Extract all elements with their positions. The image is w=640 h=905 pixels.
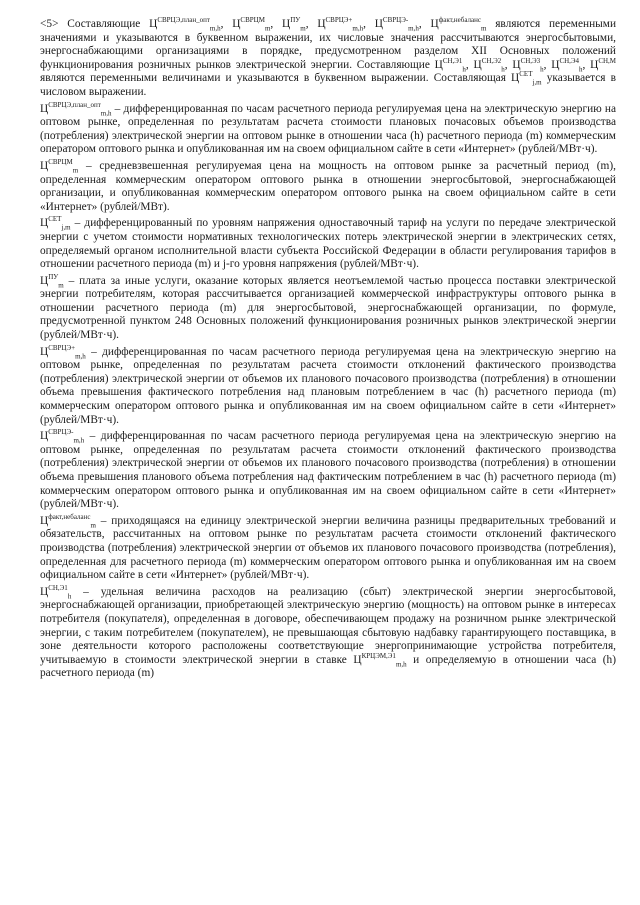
definition-symbol: $Ц^{факт,небаланс}_m$	[40, 513, 96, 530]
note-intro: <5> Составляющие Ц	[40, 18, 158, 30]
note-component-symbol: $Ц^{СВРЦЭ-}_{m,h}$	[374, 16, 419, 33]
definition-text: – плата за иные услуги, оказание которых является неотъемлемой частью процесса поставки электрической энергии потребителям, которая рассчитывается организацией коммерческой инфраструктуры оптового рынка в отношении расчетного периода (m) для энергосбытовой, энергоснабжающей организации, по формуле, предусмотренной пунктом 248 Основных положений функционирования розничных рынков электрической энергии (рублей/МВт·ч).	[40, 274, 616, 342]
note-paragraph	[40, 18, 616, 100]
note-components-list-2: $Ц^{СН,Э1}_h$, $Ц^{СН,Э2}_h$, $Ц^{СН,Э3}_h$, $Ц^{СН,Э4}_h$, $Ц^{СН,М}$	[434, 57, 617, 74]
note-component-symbol: $Ц^{СН,Э1}_h$	[434, 57, 466, 74]
note-component-symbol: $Ц^{СН,Э4}_h$	[551, 57, 583, 74]
definition-symbol: $Ц^{КРЦЭМ,Э1}_{m,h}$	[353, 651, 407, 668]
definition-paragraph	[40, 515, 616, 583]
definition-text: – дифференцированный по уровням напряжения одноставочный тариф на услуги по передаче электрической энергии с учетом стоимости нормативных технологических потерь электрической энергии в электрических сетях, определяемый органом исполнительной власти субъекта Российской Федерации в области регулирования тарифов в отношении расчетного периода (m) и j-го уровня напряжения (рублей/МВт·ч).	[40, 217, 616, 271]
definition-symbol: $Ц^{СВРЦЭ-}_{m,h}$	[40, 428, 85, 445]
note-component-symbol: $Ц^{СН,Э3}_h$	[512, 57, 544, 74]
definition-symbol: $Ц^{СЕТ}_{j,m}$	[40, 215, 71, 232]
note-component-symbol: $Ц^{СВРЦЭ+}_{m,h}$	[317, 16, 364, 33]
definition-paragraph	[40, 583, 616, 681]
note-p1-rest: являются переменными значениями и указываются в буквенном выражении, их числовые значения рассчитываются энергосбытовыми, энергоснабжающими организациями в порядке, предусмотренном разделом XII Основных положений функционирования розничных рынков электрической энергии. Составляющие	[40, 18, 617, 71]
note-p2-rest: являются переменными величинами и указываются в буквенном выражении. Составляющая	[40, 72, 512, 85]
definition-text: – средневзвешенная регулируемая цена на мощность на оптовом рынке за расчетный период (m), определенная коммерческим оператором оптового рынка в отношении энергосбытовой, энергоснабжающей организации, и опубликованная коммерческим оператором оптового рынка на своем официальном сайте в сети «Интернет» (рублей/МВт).	[40, 159, 616, 213]
definition-text: – приходящаяся на единицу электрической энергии величина разницы предварительных требований и обязательств, рассчитанных на оптовом рынке по результатам расчета стоимости отклонений фактического производства (потребления) электрической энергии от объемов их планового почасового производства (потребления), определенная для расчетного периода (m) коммерческим оператором оптового рынка и опубликованная им на своем официальном сайте в сети «Интернет» (рублей/МВт·ч).	[40, 514, 616, 582]
definition-symbol: $Ц^{СВРЦЭ+}_{m,h}$	[40, 343, 86, 360]
note-component-symbol: $Ц^{СВРЦМ}_m$	[232, 16, 271, 33]
definition-paragraph	[40, 160, 616, 214]
definition-paragraph	[40, 217, 616, 271]
definition-paragraph	[40, 430, 616, 512]
definitions-list	[40, 100, 616, 681]
definition-text: – дифференцированная по часам расчетного периода регулируемая цена на электрическую энергию на оптовом рынке, определенная по результатам расчета стоимости отклонений фактического производства (потребления) электрической энергии от объемов их планового почасового производства (потребления) в отношении объема превышения фактического потребления над плановым потреблением в час (h) расчетного периода (m) коммерческим оператором оптового рынка и опубликованная им на своем официальном сайте в сети «Интернет» (рублей/МВт·ч).	[40, 345, 616, 426]
definition-symbol: $Ц^{СВРЦМ}_m$	[40, 158, 79, 175]
definition-text: – дифференцированная по часам расчетного периода регулируемая цена на электрическую энергию на оптовом рынке, определенная по результатам расчета стоимости отклонений фактического производства (потребления) электрической энергии от объемов их планового почасового производства (потребления) в отношении объема превышения планового объема потребления над фактическим потреблением в час (h) расчетного периода (m) коммерческим оператором оптового рынка и опубликованная им на своем официальном сайте в сети «Интернет» (рублей/МВт·ч).	[40, 430, 616, 511]
definition-paragraph	[40, 343, 616, 428]
definition-symbol: $Ц^{СН,Э1}_h$	[40, 583, 72, 601]
note-p2-end: указывается в числовом выражении.	[40, 72, 616, 98]
note-set-symbol: $Ц^{СЕТ}_{j,m}$	[511, 70, 542, 87]
definition-paragraph	[40, 100, 616, 157]
note-component-symbol: $Ц^{факт,небаланс}_m$	[430, 16, 487, 33]
definition-symbol: $Ц^{СВРЦЭ,план\_опт}_{m,h}$	[40, 100, 112, 117]
note-components-list: , $Ц^{СВРЦМ}_m$, $Ц^{ПУ}_m$, $Ц^{СВРЦЭ+}_{m,h}$, $Ц^{СВРЦЭ-}_{m,h}$, $Ц^{факт,небаланс}_m$	[220, 16, 487, 33]
definition-text: – дифференцированная по часам расчетного периода регулируемая цена на электрическую энергию на оптовом рынке, определенная по результатам расчета стоимости плановых почасовых объемов производства (потребления) электрической энергии на оптовом рынке в отношении часа (h) расчетного периода (m) коммерческим оператором оптового рынка и опубликованная им на своем официальном сайте в сети «Интернет» (рублей/МВт·ч).	[40, 102, 616, 156]
note-component-symbol: $Ц^{СН,М}$	[590, 57, 617, 71]
note-intro-sub: m,h	[209, 24, 221, 33]
note-component-symbol: $Ц^{СН,Э2}_h$	[473, 57, 505, 74]
definition-text: и определяемую в отношении часа (h) расчетного периода (m)	[40, 653, 616, 680]
note-component-symbol: $Ц^{ПУ}_m$	[282, 16, 306, 33]
definition-paragraph	[40, 272, 616, 343]
definition-symbol: $Ц^{ПУ}_m$	[40, 272, 64, 289]
definition-text: – удельная величина расходов на реализацию (сбыт) электрической энергии энергосбытовой, энергоснабжающей организации, приобретающей электрическую энергию (мощность) на оптовом рынке в интересах потребителя (покупателя), определенная в договоре, обеспечивающем продажу на розничном рынке электрической энергии, с таким потребителем (покупателем), не превышающая сбытовую надбавку гарантирующего поставщика, в зоне деятельности которого расположены соответствующие энергопринимающие устройства потребителя, учитываемую в стоимости электрической энергии в ставке	[40, 585, 616, 666]
note-intro-sup: СВРЦЭ,план_опт	[157, 16, 210, 25]
